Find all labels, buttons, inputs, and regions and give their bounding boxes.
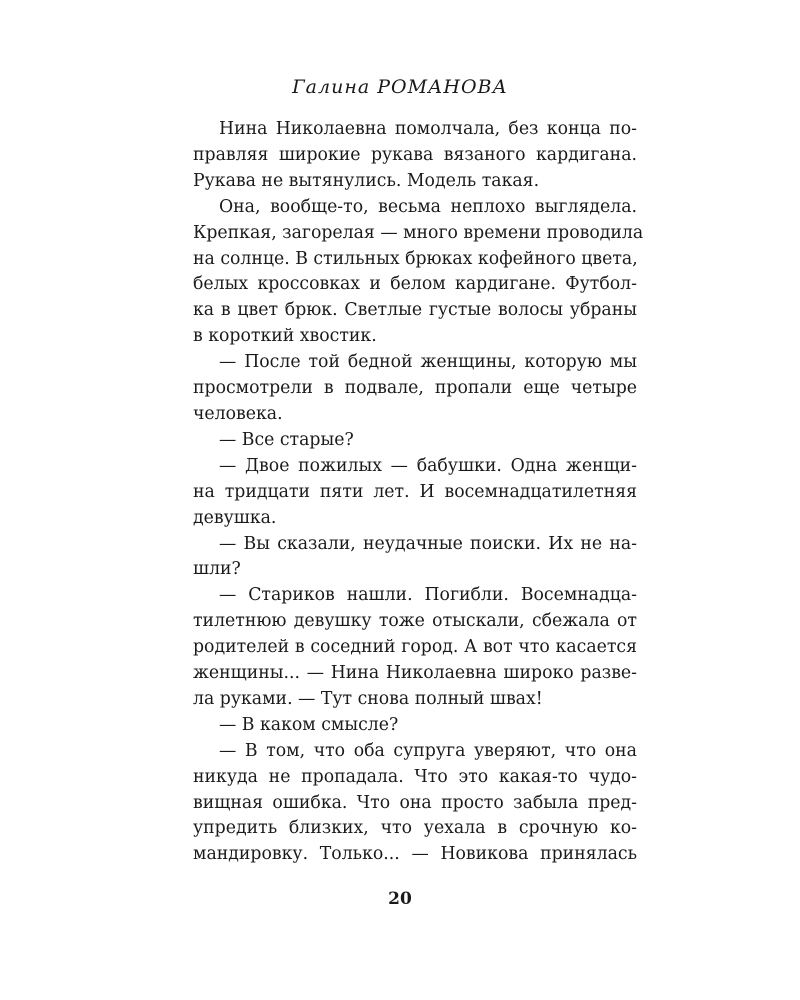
body-text — [193, 117, 644, 868]
text-line: на тридцати пяти лет. И восемнадцатилетняя — [193, 481, 637, 502]
text-line: шли? — [193, 559, 241, 580]
text-line: — Двое пожилых — бабушки. Одна женщи- — [219, 455, 637, 476]
paragraph — [193, 350, 637, 428]
text-line: упредить близких, что уехала в срочную ко- — [193, 818, 637, 839]
text-line: Крепкая, загорелая — много времени проводила — [193, 222, 644, 243]
text-line: Рукава не вытянулись. Модель такая. — [193, 170, 540, 191]
paragraph — [193, 713, 637, 739]
text-line: на солнце. В стильных брюках кофейного цвета, — [193, 248, 638, 269]
text-line: — После той бедной женщины, которую мы — [219, 352, 637, 373]
text-line: никуда не пропадала. Что это какая-то чудо- — [193, 766, 637, 787]
text-line: женщины... — Нина Николаевна широко разве- — [193, 663, 637, 684]
page-number: 20 — [388, 889, 412, 909]
paragraph — [193, 117, 637, 195]
text-line: — В каком смысле? — [219, 714, 399, 735]
text-line: Нина Николаевна помолчала, без конца по- — [219, 119, 637, 139]
paragraph — [193, 195, 644, 350]
text-line: ла руками. — Тут снова полный швах! — [193, 688, 543, 709]
text-line: — Вы сказали, неудачные поиски. Их не на- — [219, 533, 637, 554]
paragraph — [193, 532, 637, 584]
text-line: мандировку. Только... — Новикова принялась — [193, 844, 637, 865]
paragraph — [193, 428, 637, 454]
running-head: Галина РОМАНОВА — [292, 76, 508, 98]
text-line: в короткий хвостик. — [193, 326, 377, 347]
text-line: человека. — [193, 403, 283, 424]
text-line: правляя широкие рукава вязаного кардигана. — [193, 144, 637, 165]
paragraph — [193, 739, 637, 869]
text-line: тилетнюю девушку тоже отыскали, сбежала от — [193, 611, 637, 632]
text-line: родителей в соседний город. А вот что касается — [193, 637, 637, 658]
text-line: просмотрели в подвале, пропали еще четыре — [193, 378, 637, 399]
text-line: Она, вообще-то, весьма неплохо выглядела. — [219, 196, 637, 217]
text-line: девушка. — [193, 507, 277, 528]
text-line: — Все старые? — [219, 429, 354, 450]
text-line: ка в цвет брюк. Светлые густые волосы убраны — [193, 300, 637, 321]
text-line: белых кроссовках и белом кардигане. Футбол- — [193, 274, 637, 295]
text-line: вищная ошибка. Что она просто забыла пред- — [193, 792, 637, 813]
paragraph — [193, 583, 637, 713]
paragraph — [193, 454, 637, 532]
text-line: — В том, что оба супруга уверяют, что она — [219, 740, 637, 761]
text-line: — Стариков нашли. Погибли. Восемнадца- — [219, 585, 637, 606]
